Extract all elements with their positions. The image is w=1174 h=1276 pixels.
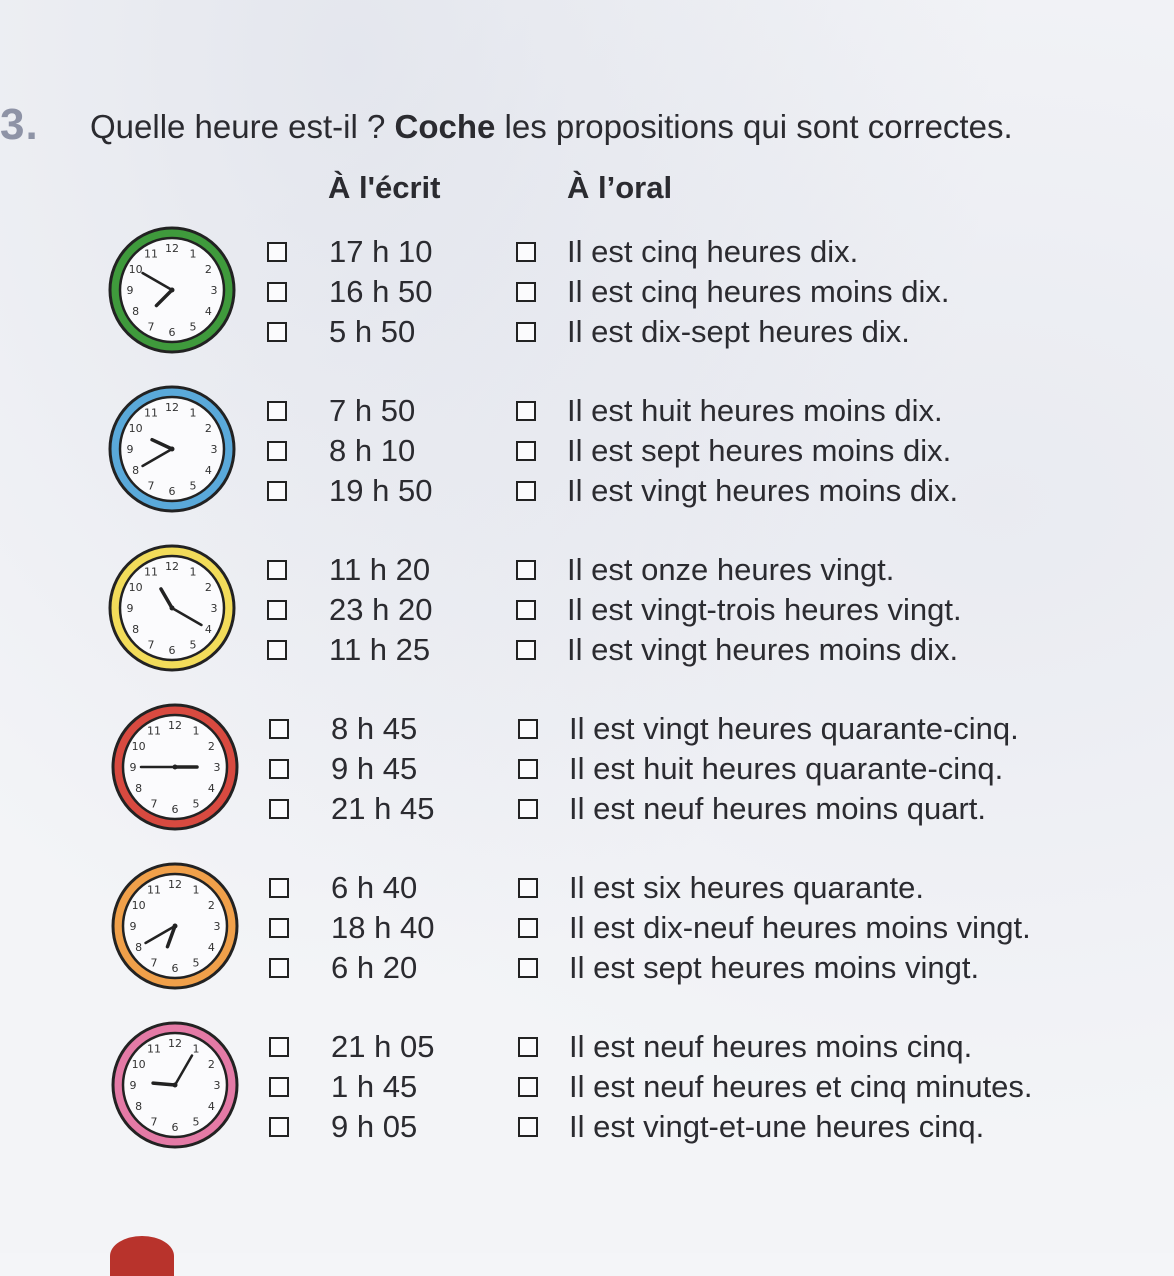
column-header-oral: À l’oral [567, 170, 673, 205]
clock-digit: 6 [168, 326, 176, 339]
clock-digit: 3 [213, 1079, 221, 1092]
written-time-option: 17 h 10 [329, 234, 433, 269]
written-time-option: 19 h 50 [329, 473, 433, 508]
oral-time-option: Il est vingt heures moins dix. [567, 473, 959, 508]
checkbox-written-4-3[interactable] [269, 799, 289, 819]
clock-icon [104, 381, 240, 517]
clock-digit: 8 [135, 1100, 143, 1113]
clock-digit: 4 [204, 623, 212, 636]
clock-digit: 5 [192, 1115, 200, 1129]
written-time-option: 11 h 25 [329, 632, 431, 667]
instruction-verb: Coche [394, 108, 496, 145]
exercise-number: 3. [0, 100, 39, 149]
checkbox-written-5-1[interactable] [269, 878, 289, 898]
oral-time-option: Il est sept heures moins vingt. [569, 950, 980, 985]
clock-digit: 4 [204, 305, 212, 318]
written-time-option: 8 h 10 [329, 433, 416, 468]
clock-digit: 2 [207, 1058, 215, 1071]
clock-digit: 6 [171, 803, 179, 816]
checkbox-written-2-2[interactable] [267, 441, 287, 461]
clock-digit: 11 [144, 565, 158, 579]
oral-time-option: Il est vingt-trois heures vingt. [567, 592, 962, 627]
oral-time-option: Il est huit heures quarante-cinq. [569, 751, 1004, 786]
clock-digit: 5 [192, 797, 200, 811]
checkbox-written-2-1[interactable] [267, 401, 287, 421]
clock-digit: 1 [189, 247, 197, 261]
clock-digit: 7 [147, 638, 155, 652]
oral-time-option: Il est vingt heures quarante-cinq. [569, 711, 1019, 746]
clock-face-icon [104, 540, 240, 676]
checkbox-written-4-2[interactable] [269, 759, 289, 779]
checkbox-written-5-3[interactable] [269, 958, 289, 978]
clock-digit: 12 [165, 560, 179, 573]
clock-digit: 12 [168, 1037, 182, 1050]
clock-digit: 9 [129, 920, 137, 933]
checkbox-oral-6-1[interactable] [518, 1037, 538, 1057]
written-time-option: 8 h 45 [331, 711, 418, 746]
clock-digit: 10 [128, 422, 143, 435]
written-time-option: 18 h 40 [331, 910, 435, 945]
written-time-option: 16 h 50 [329, 274, 433, 309]
clock-icon [107, 699, 243, 835]
written-time-option: 6 h 20 [331, 950, 418, 985]
clock-digit: 10 [131, 1058, 146, 1071]
clock-digit: 2 [204, 422, 212, 435]
oral-time-option: Il est vingt-et-une heures cinq. [569, 1109, 985, 1144]
exercise-instruction [90, 108, 1013, 146]
clock-digit: 3 [210, 284, 218, 297]
written-time-option: 9 h 05 [331, 1109, 418, 1144]
written-time-option: 7 h 50 [329, 393, 416, 428]
clock-digit: 3 [213, 920, 221, 933]
checkbox-oral-4-2[interactable] [518, 759, 538, 779]
clock-digit: 9 [129, 761, 137, 774]
clock-digit: 4 [207, 941, 215, 954]
written-time-option: 9 h 45 [331, 751, 418, 786]
clock-digit: 12 [165, 242, 179, 255]
instruction-text-1: Quelle heure est-il ? [90, 108, 395, 145]
clock-digit: 6 [171, 962, 179, 975]
oral-time-option: Il est six heures quarante. [569, 870, 924, 905]
clock-digit: 2 [207, 740, 215, 753]
clock-digit: 8 [135, 941, 143, 954]
clock-digit: 4 [204, 464, 212, 477]
clock-digit: 10 [128, 263, 143, 276]
clock-face-icon [104, 381, 240, 517]
checkbox-oral-5-2[interactable] [518, 918, 538, 938]
clock-digit: 11 [147, 883, 161, 897]
oral-time-option: Il est dix-sept heures dix. [567, 314, 910, 349]
checkbox-oral-1-1[interactable] [516, 242, 536, 262]
clock-digit: 1 [192, 883, 200, 897]
clock-digit: 3 [210, 602, 218, 615]
checkbox-oral-3-1[interactable] [516, 560, 536, 580]
clock-digit: 8 [132, 464, 140, 477]
clock-digit: 11 [147, 724, 161, 738]
clock-digit: 12 [168, 719, 182, 732]
clock-digit: 12 [168, 878, 182, 891]
clock-digit: 1 [189, 406, 197, 420]
checkbox-written-2-3[interactable] [267, 481, 287, 501]
oral-time-option: Il est cinq heures moins dix. [567, 274, 950, 309]
checkbox-written-6-2[interactable] [269, 1077, 289, 1097]
clock-digit: 7 [147, 479, 155, 493]
clock-digit: 5 [189, 320, 197, 334]
clock-icon [107, 1017, 243, 1153]
checkbox-oral-6-3[interactable] [518, 1117, 538, 1137]
column-header-written: À l'écrit [328, 170, 441, 205]
clock-digit: 4 [207, 1100, 215, 1113]
clock-digit: 1 [189, 565, 197, 579]
instruction-text-2: les propositions qui sont correctes. [495, 108, 1013, 145]
clock-icon [107, 858, 243, 994]
checkbox-oral-6-2[interactable] [518, 1077, 538, 1097]
checkbox-oral-1-3[interactable] [516, 322, 536, 342]
written-time-option: 23 h 20 [329, 592, 433, 627]
checkbox-oral-4-1[interactable] [518, 719, 538, 739]
checkbox-oral-5-1[interactable] [518, 878, 538, 898]
clock-digit: 7 [150, 956, 158, 970]
clock-icon [104, 540, 240, 676]
clock-digit: 7 [147, 320, 155, 334]
clock-digit: 9 [126, 443, 134, 456]
clock-digit: 10 [131, 899, 146, 912]
oral-time-option: Il est cinq heures dix. [567, 234, 859, 269]
clock-digit: 11 [147, 1042, 161, 1056]
checkbox-written-3-1[interactable] [267, 560, 287, 580]
checkbox-written-3-2[interactable] [267, 600, 287, 620]
clock-digit: 5 [189, 638, 197, 652]
checkbox-oral-5-3[interactable] [518, 958, 538, 978]
clock-icon [104, 222, 240, 358]
clock-digit: 3 [210, 443, 218, 456]
clock-digit: 10 [128, 581, 143, 594]
clock-digit: 9 [126, 602, 134, 615]
clock-digit: 5 [189, 479, 197, 493]
clock-digit: 6 [171, 1121, 179, 1134]
clock-digit: 11 [144, 247, 158, 261]
clock-digit: 7 [150, 1115, 158, 1129]
checkbox-written-1-3[interactable] [267, 322, 287, 342]
clock-hour-hand [153, 1083, 175, 1085]
checkbox-written-6-3[interactable] [269, 1117, 289, 1137]
checkbox-written-1-1[interactable] [267, 242, 287, 262]
checkbox-oral-3-3[interactable] [516, 640, 536, 660]
clock-digit: 4 [207, 782, 215, 795]
checkbox-oral-3-2[interactable] [516, 600, 536, 620]
written-time-option: 21 h 45 [331, 791, 435, 826]
clock-digit: 9 [129, 1079, 137, 1092]
clock-digit: 2 [204, 263, 212, 276]
clock-digit: 2 [207, 899, 215, 912]
clock-digit: 9 [126, 284, 134, 297]
clock-digit: 8 [132, 305, 140, 318]
checkbox-oral-2-1[interactable] [516, 401, 536, 421]
checkbox-oral-2-2[interactable] [516, 441, 536, 461]
oral-time-option: Il est sept heures moins dix. [567, 433, 952, 468]
oral-time-option: Il est neuf heures moins cinq. [569, 1029, 973, 1064]
clock-digit: 1 [192, 724, 200, 738]
oral-time-option: Il est vingt heures moins dix. [567, 632, 959, 667]
clock-digit: 1 [192, 1042, 200, 1056]
checkbox-oral-2-3[interactable] [516, 481, 536, 501]
checkbox-written-6-1[interactable] [269, 1037, 289, 1057]
decorative-corner-shape [110, 1236, 174, 1276]
checkbox-written-4-1[interactable] [269, 719, 289, 739]
oral-time-option: Il est neuf heures et cinq minutes. [569, 1069, 1033, 1104]
written-time-option: 5 h 50 [329, 314, 416, 349]
oral-time-option: Il est onze heures vingt. [567, 552, 895, 587]
written-time-option: 11 h 20 [329, 552, 431, 587]
checkbox-written-1-2[interactable] [267, 282, 287, 302]
written-time-option: 6 h 40 [331, 870, 418, 905]
clock-face-icon [107, 858, 243, 994]
checkbox-oral-1-2[interactable] [516, 282, 536, 302]
clock-digit: 10 [131, 740, 146, 753]
oral-time-option: Il est dix-neuf heures moins vingt. [569, 910, 1031, 945]
oral-time-option: Il est neuf heures moins quart. [569, 791, 987, 826]
clock-digit: 3 [213, 761, 221, 774]
clock-face-icon [107, 1017, 243, 1153]
checkbox-oral-4-3[interactable] [518, 799, 538, 819]
clock-digit: 8 [135, 782, 143, 795]
clock-digit: 11 [144, 406, 158, 420]
checkbox-written-3-3[interactable] [267, 640, 287, 660]
checkbox-written-5-2[interactable] [269, 918, 289, 938]
clock-digit: 6 [168, 485, 176, 498]
clock-face-icon [107, 699, 243, 835]
clock-digit: 2 [204, 581, 212, 594]
clock-digit: 8 [132, 623, 140, 636]
clock-digit: 7 [150, 797, 158, 811]
clock-digit: 5 [192, 956, 200, 970]
oral-time-option: Il est huit heures moins dix. [567, 393, 943, 428]
written-time-option: 1 h 45 [331, 1069, 418, 1104]
clock-face-icon [104, 222, 240, 358]
clock-digit: 12 [165, 401, 179, 414]
written-time-option: 21 h 05 [331, 1029, 435, 1064]
clock-digit: 6 [168, 644, 176, 657]
